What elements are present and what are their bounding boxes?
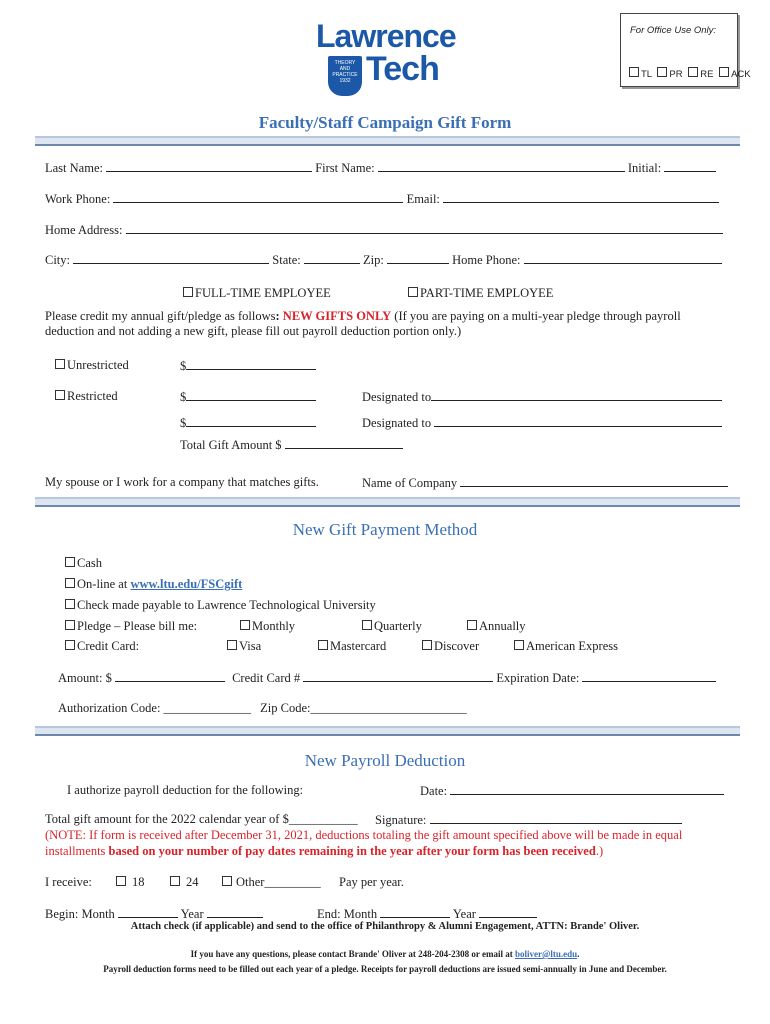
- label-other: Other_________: [236, 875, 321, 889]
- auth-code-field[interactable]: Authorization Code: ______________: [58, 701, 252, 715]
- match-label: My spouse or I work for a company that matches gifts.: [45, 475, 319, 489]
- online-link[interactable]: www.ltu.edu/FSCgift: [130, 577, 243, 591]
- email-field[interactable]: [443, 191, 719, 203]
- unrestricted-amount-field[interactable]: [186, 358, 316, 370]
- discover-checkbox[interactable]: [422, 640, 432, 650]
- home-address-label: Home Address:: [45, 223, 123, 237]
- monthly-checkbox[interactable]: [240, 620, 250, 630]
- checkbox-24[interactable]: [170, 876, 180, 886]
- amex-checkbox[interactable]: [514, 640, 524, 650]
- designated-1: [362, 389, 722, 405]
- credit-checkbox[interactable]: [65, 640, 75, 650]
- work-phone-label: Work Phone:: [45, 192, 111, 206]
- row-address: [45, 222, 723, 238]
- signature-field[interactable]: [430, 812, 682, 824]
- pledge-option[interactable]: [65, 619, 197, 634]
- pledge-checkbox[interactable]: [65, 620, 75, 630]
- restricted-option[interactable]: [55, 389, 118, 404]
- last-name-label: Last Name:: [45, 161, 103, 175]
- row-city: [45, 252, 722, 268]
- first-name-field[interactable]: [378, 160, 625, 172]
- discover-label: Discover: [434, 639, 480, 653]
- credit-note-paren: (If you are paying on a multi-year pledge through payroll: [394, 309, 681, 323]
- part-time-label: PART-TIME EMPLOYEE: [420, 286, 554, 300]
- last-name-field[interactable]: [106, 160, 312, 172]
- row-phone: [45, 191, 719, 207]
- total-gift-field[interactable]: [285, 437, 403, 449]
- restricted-label: Restricted: [67, 389, 118, 403]
- company-label: Name of Company: [362, 476, 458, 490]
- credit-note-line1: [45, 309, 681, 324]
- online-option[interactable]: [65, 577, 242, 592]
- city-label: City:: [45, 253, 71, 267]
- end-year-label: Year: [452, 907, 476, 921]
- footer-dot: .: [577, 949, 580, 959]
- online-label: On-line at: [77, 577, 128, 591]
- unrestricted-checkbox[interactable]: [55, 359, 65, 369]
- zip-code-field[interactable]: Zip Code:_________________________: [260, 701, 467, 715]
- logo-seal-text: THEORY AND PRACTICE 1932: [332, 60, 358, 84]
- mastercard-option[interactable]: [318, 639, 386, 654]
- footer-note: Payroll deduction forms need to be filled out each year of a pledge. Receipts for payroll deductions are issued semi-annually in June and December.: [103, 964, 667, 974]
- home-address-field[interactable]: [126, 222, 723, 234]
- total-calendar[interactable]: Total gift amount for the 2022 calendar year of $___________: [45, 812, 358, 826]
- card-number-label: Credit Card #: [232, 671, 301, 685]
- zip-label: Zip:: [362, 253, 384, 267]
- office-use-codes: [629, 67, 751, 80]
- begin-year-label: Year: [180, 907, 204, 921]
- restricted-checkbox[interactable]: [55, 390, 65, 400]
- online-checkbox[interactable]: [65, 578, 75, 588]
- initial-field[interactable]: [664, 160, 716, 172]
- annually-option[interactable]: [467, 619, 526, 634]
- monthly-label: Monthly: [252, 619, 296, 633]
- dollar-sign: $: [180, 359, 187, 373]
- amex-label: American Express: [526, 639, 618, 653]
- designated-2: [362, 415, 722, 431]
- divider: [35, 726, 740, 736]
- amount-field[interactable]: [115, 670, 225, 682]
- cash-checkbox[interactable]: [65, 557, 75, 567]
- company-row: [362, 475, 728, 491]
- divider: [35, 136, 740, 146]
- check-label: Check made payable to Lawrence Technological University: [77, 598, 376, 612]
- code-pr: PR: [669, 69, 683, 80]
- row-name: [45, 160, 716, 176]
- unrestricted-amount: [180, 358, 316, 374]
- dollar-sign: $: [180, 416, 187, 430]
- note-bold: based on your number of pay dates remaining in the year after your form has been received: [108, 844, 596, 858]
- mastercard-label: Mastercard: [330, 639, 387, 653]
- payroll-title: New Payroll Deduction: [304, 751, 466, 770]
- full-time-checkbox[interactable]: [183, 287, 193, 297]
- designated-label: Designated to: [362, 390, 432, 404]
- code-tl: TL: [641, 69, 652, 80]
- unrestricted-label: Unrestricted: [67, 358, 129, 372]
- option-18[interactable]: [116, 875, 145, 890]
- payment-title: New Gift Payment Method: [292, 520, 478, 539]
- expiration-label: Expiration Date:: [496, 671, 580, 685]
- annually-checkbox[interactable]: [467, 620, 477, 630]
- restricted-amount-1: [180, 389, 316, 405]
- authorize-label: I authorize payroll deduction for the following:: [67, 783, 304, 797]
- auth-row: [58, 701, 467, 716]
- begin-month-label: Begin: Month: [45, 907, 115, 921]
- home-phone-label: Home Phone:: [452, 253, 521, 267]
- logo-line1: Lawrence: [316, 18, 456, 54]
- checkbox-ack[interactable]: [719, 67, 729, 77]
- signature-label: Signature:: [375, 813, 427, 827]
- credit-label: Credit Card:: [77, 639, 140, 653]
- check-checkbox[interactable]: [65, 599, 75, 609]
- date-field[interactable]: [450, 783, 724, 795]
- part-time-checkbox[interactable]: [408, 287, 418, 297]
- option-24[interactable]: [170, 875, 199, 890]
- checkbox-re[interactable]: [688, 67, 698, 77]
- note-line1: (NOTE: If form is received after December 31, 2021, deductions totaling the gift amount specified above will be made in equal: [45, 828, 683, 842]
- restricted-amount-field-2[interactable]: [186, 415, 316, 427]
- full-time-label: FULL-TIME EMPLOYEE: [195, 286, 331, 300]
- note-end: .): [595, 844, 604, 858]
- footer-question-text: If you have any questions, please contact Brande' Oliver at 248-204-2308 or email at: [190, 949, 515, 959]
- form-title: Faculty/Staff Campaign Gift Form: [258, 113, 512, 132]
- end-row: [317, 906, 537, 922]
- attach-note: Attach check (if applicable) and send to the office of Philanthropy & Alumni Engagement, ATTN: Brande' Oliver.: [130, 921, 640, 932]
- restricted-amount-2: [180, 415, 316, 431]
- part-time-option[interactable]: [408, 286, 553, 301]
- receive-label: I receive:: [45, 875, 92, 889]
- checkbox-pr[interactable]: [657, 67, 667, 77]
- visa-label: Visa: [239, 639, 262, 653]
- end-month-field[interactable]: [380, 906, 450, 918]
- card-number-field[interactable]: [303, 670, 493, 682]
- mastercard-checkbox[interactable]: [318, 640, 328, 650]
- total-gift: [180, 437, 403, 453]
- amex-option[interactable]: [514, 639, 618, 654]
- quarterly-checkbox[interactable]: [362, 620, 372, 630]
- begin-month-field[interactable]: [118, 906, 178, 918]
- end-month-label: End: Month: [317, 907, 378, 921]
- zip-field[interactable]: [387, 252, 449, 264]
- designated-field-1[interactable]: [431, 389, 722, 401]
- state-field[interactable]: [304, 252, 360, 264]
- unrestricted-option[interactable]: [55, 358, 129, 373]
- amount-label: Amount: $: [58, 671, 112, 685]
- state-label: State:: [272, 253, 301, 267]
- checkbox-other[interactable]: [222, 876, 232, 886]
- designated-field-2[interactable]: [434, 415, 722, 427]
- logo-line2: Tech: [366, 50, 439, 88]
- checkbox-18[interactable]: [116, 876, 126, 886]
- code-re: RE: [700, 69, 714, 80]
- check-option[interactable]: [65, 598, 376, 613]
- total-gift-label: Total Gift Amount $: [180, 438, 282, 452]
- code-ack: ACK: [731, 69, 751, 80]
- visa-checkbox[interactable]: [227, 640, 237, 650]
- cash-option[interactable]: [65, 556, 102, 571]
- new-gifts-only: NEW GIFTS ONLY: [282, 309, 392, 323]
- credit-note-text: Please credit my annual gift/pledge as follows: [45, 309, 276, 323]
- company-field[interactable]: [460, 475, 728, 487]
- monthly-option[interactable]: [240, 619, 295, 634]
- checkbox-tl[interactable]: [629, 67, 639, 77]
- office-use-box: [620, 13, 751, 87]
- office-use-title: For Office Use Only:: [630, 25, 717, 36]
- label-18: 18: [132, 875, 145, 889]
- footer-email-link[interactable]: boliver@ltu.edu: [515, 949, 578, 959]
- logo-seal: [328, 56, 362, 96]
- pay-per-year: Pay per year.: [339, 875, 404, 889]
- begin-row: [45, 906, 263, 922]
- work-phone-field[interactable]: [113, 191, 403, 203]
- dollar-sign: $: [180, 390, 187, 404]
- email-label: Email:: [406, 192, 440, 206]
- city-field[interactable]: [73, 252, 269, 264]
- pledge-label: Pledge – Please bill me:: [77, 619, 198, 633]
- discover-option[interactable]: [422, 639, 479, 654]
- visa-option[interactable]: [227, 639, 261, 654]
- credit-note-line2: deduction and not adding a new gift, please fill out payroll deduction portion only.): [45, 324, 462, 338]
- footer-questions: [0, 949, 770, 959]
- note-line2: [45, 844, 603, 859]
- date-row: [420, 783, 724, 799]
- full-time-option[interactable]: [183, 286, 331, 301]
- expiration-field[interactable]: [582, 670, 716, 682]
- annually-label: Annually: [479, 619, 526, 633]
- home-phone-field[interactable]: [524, 252, 722, 264]
- credit-note-colon: :: [275, 309, 280, 323]
- initial-label: Initial:: [627, 161, 662, 175]
- quarterly-label: Quarterly: [374, 619, 422, 633]
- restricted-amount-field-1[interactable]: [186, 389, 316, 401]
- quarterly-option[interactable]: [362, 619, 422, 634]
- signature-row: [375, 812, 682, 828]
- credit-option[interactable]: [65, 639, 139, 654]
- label-24: 24: [186, 875, 199, 889]
- begin-year-field[interactable]: [207, 906, 263, 918]
- end-year-field[interactable]: [479, 906, 537, 918]
- lawrence-tech-logo: [316, 20, 456, 96]
- divider: [35, 497, 740, 507]
- amount-row: [58, 670, 716, 686]
- note-text: installments: [45, 844, 109, 858]
- option-other[interactable]: [222, 875, 321, 890]
- designated-label: Designated to: [362, 416, 432, 430]
- cash-label: Cash: [77, 556, 102, 570]
- date-label: Date:: [420, 784, 448, 798]
- first-name-label: First Name:: [315, 161, 375, 175]
